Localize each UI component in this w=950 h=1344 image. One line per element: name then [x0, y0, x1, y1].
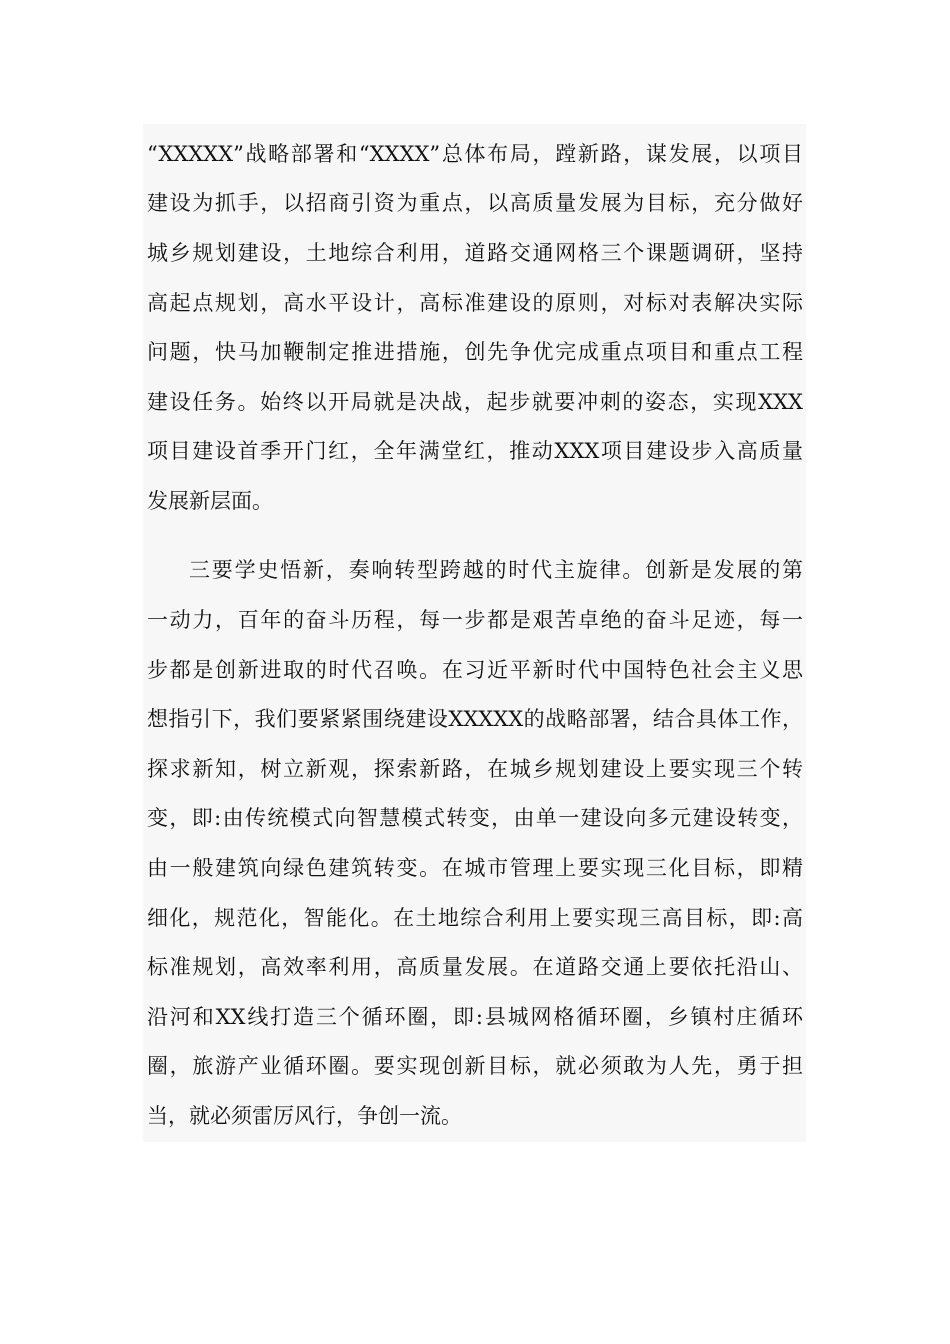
- text-line: “XXXXX”战略部署和“XXXX”总体布局，蹚新路，谋发展，以项目: [147, 142, 803, 166]
- text-line: 问题，快马加鞭制定推进措施，创先争优完成重点项目和重点工程: [147, 340, 803, 364]
- text-line: 发展新层面。: [147, 489, 273, 513]
- text-line: 想指引下，我们要紧紧围绕建设XXXXX的战略部署，结合具体工作，: [147, 707, 803, 731]
- text-line: 探求新知，树立新观，探索新路，在城乡规划建设上要实现三个转: [147, 757, 803, 781]
- text-line: 城乡规划建设，土地综合利用，道路交通网格三个课题调研，坚持: [147, 241, 803, 265]
- text-line: 建设为抓手，以招商引资为重点，以高质量发展为目标，充分做好: [147, 191, 803, 215]
- text-body: [143, 124, 806, 1142]
- text-line: 沿河和XX线打造三个循环圈，即:县城网格循环圈，乡镇村庄循环: [147, 1005, 803, 1029]
- text-line: 项目建设首季开门红，全年满堂红，推动XXX项目建设步入高质量: [147, 439, 803, 463]
- text-line: 当，就必须雷厉风行，争创一流。: [147, 1104, 462, 1128]
- text-line: 建设任务。始终以开局就是决战，起步就要冲刺的姿态，实现XXX: [147, 390, 803, 414]
- text-line: 标准规划，高效率利用，高质量发展。在道路交通上要依托沿山、: [147, 955, 803, 979]
- text-line: 由一般建筑向绿色建筑转变。在城市管理上要实现三化目标，即精: [147, 856, 803, 880]
- text-line: 变，即:由传统模式向智慧模式转变，由单一建设向多元建设转变，: [147, 806, 803, 830]
- text-line: 一动力，百年的奋斗历程，每一步都是艰苦卓绝的奋斗足迹，每一: [147, 608, 803, 632]
- text-line: 三要学史悟新，奏响转型跨越的时代主旋律。创新是发展的第: [189, 558, 803, 582]
- text-line: 圈，旅游产业循环圈。要实现创新目标，就必须敢为人先，勇于担: [147, 1054, 803, 1078]
- text-line: 细化，规范化，智能化。在土地综合利用上要实现三高目标，即:高: [147, 906, 803, 930]
- text-line: 高起点规划，高水平设计，高标准建设的原则，对标对表解决实际: [147, 291, 803, 315]
- text-line: 步都是创新进取的时代召唤。在习近平新时代中国特色社会主义思: [147, 658, 803, 682]
